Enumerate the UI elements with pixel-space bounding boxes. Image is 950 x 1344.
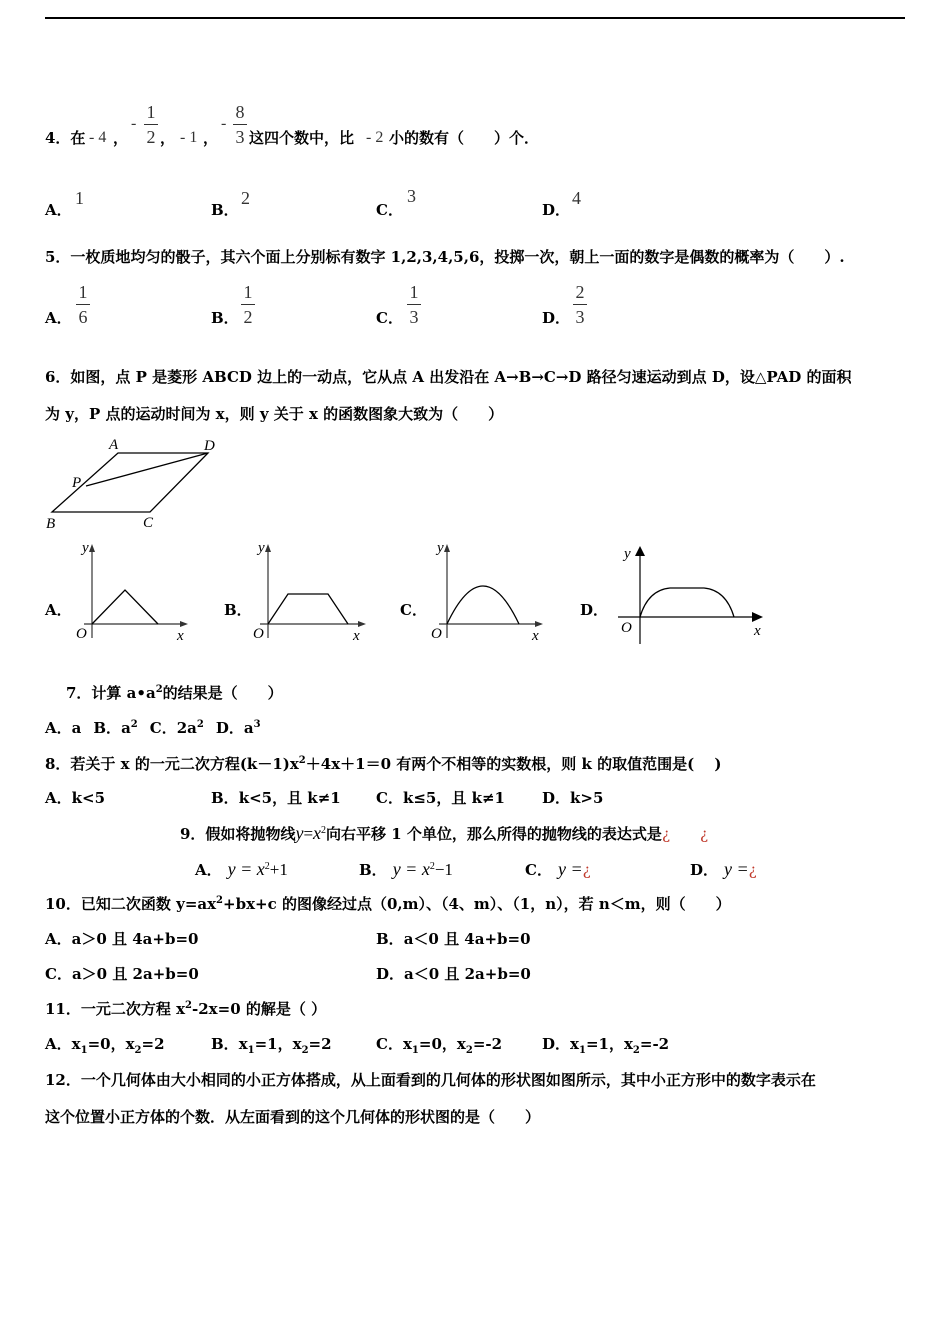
q6-option-a-label: A．: [45, 601, 72, 619]
superscript: 2: [216, 895, 224, 906]
subscript: 2: [632, 1045, 640, 1056]
q11-text-pre: 11．一元二次方程 x: [45, 1000, 186, 1018]
q6-graph-d: [608, 538, 768, 648]
q5-option-c-fraction: [407, 282, 421, 327]
q9-option-d-expr: y =: [724, 859, 749, 879]
q4-option-a-label: A．: [45, 201, 72, 219]
q6-line-1: 6．如图，点 P 是菱形 ABCD 边上的一动点，它从点 A 出发沿在 A→B→C→D 路径匀速运动到点 D，设△PAD 的面积: [45, 368, 852, 386]
origin-label: O: [76, 626, 87, 642]
q11-value: =-2: [472, 1035, 503, 1053]
q4-middle-text: 这四个数中，比: [249, 129, 355, 147]
q11-var: x: [125, 1035, 135, 1053]
q4-option-c-label: C．: [376, 201, 403, 219]
q12-line-2: 这个位置小正方体的个数．从左面看到的这个几何体的形状图的是（ ）: [45, 1108, 541, 1126]
q11-var: x: [71, 1035, 81, 1053]
q9-eq-x: x: [313, 823, 322, 843]
q11-var: x: [292, 1035, 302, 1053]
q11-var: x: [456, 1035, 466, 1053]
origin-label: O: [621, 620, 632, 636]
superscript: 2: [130, 719, 138, 730]
q5-option-a-label: A．: [45, 309, 72, 327]
q4-frac2-den: 3: [235, 127, 245, 147]
y-axis-label: y: [624, 546, 631, 562]
superscript: 2: [185, 1000, 193, 1011]
q11-var: x: [570, 1035, 579, 1053]
q4-neg4: - 4: [89, 129, 107, 146]
q8-option-d: [542, 788, 603, 808]
q8-option-c-value: k≤5，且 k≠1: [402, 789, 505, 807]
q9-option-b-expr: y = x: [392, 859, 430, 879]
q4-frac1-sign: -: [131, 115, 137, 132]
subscript: 2: [301, 1045, 309, 1056]
q10-option-b-label: B．: [376, 930, 404, 948]
fraction-bar: [144, 124, 158, 125]
q11-var: x: [238, 1035, 248, 1053]
q4-option-c-value: 3: [407, 186, 416, 206]
q10-option-a-value: a＞0 且 4a+b=0: [71, 930, 199, 948]
subscript: 1: [578, 1045, 586, 1056]
origin-label: O: [253, 626, 264, 642]
q11-value: =1，: [585, 1035, 624, 1053]
q4-option-a-value: 1: [75, 188, 84, 208]
q9-option-c-expr: y =: [557, 859, 583, 879]
y-axis-label: y: [437, 540, 444, 556]
rhombus-figure: [40, 434, 230, 534]
fraction-numerator: 2: [575, 282, 585, 302]
q10-option-d-value: a＜0 且 2a+b=0: [404, 965, 531, 983]
y-axis-arrow: [89, 544, 95, 552]
q9-eq-y: y: [295, 823, 304, 843]
q7-options: [45, 718, 261, 738]
q8-option-b: [211, 788, 341, 808]
point-label-p: P: [72, 475, 82, 491]
origin-label: O: [431, 626, 442, 642]
fraction-denominator: 2: [243, 307, 253, 327]
superscript: 2: [429, 861, 435, 872]
y-axis-label: y: [258, 540, 265, 556]
q11-option-c-label: C．: [376, 1035, 403, 1053]
q11-value: =-2: [639, 1035, 670, 1053]
q9-placeholder-glyph: ¿: [699, 825, 709, 843]
q11-var: x: [623, 1035, 633, 1053]
y-axis-arrow: [635, 546, 645, 556]
q5-option-d-label: D．: [542, 309, 571, 327]
fraction-bar: [233, 124, 247, 125]
q10-option-a-label: A．: [45, 930, 72, 948]
q8-option-c-label: C．: [376, 789, 403, 807]
q4-neg2: - 2: [366, 129, 384, 146]
q4-option-b-value: 2: [241, 188, 250, 208]
q7-text: [66, 683, 283, 703]
q4-frac1-den: 2: [146, 127, 156, 147]
fraction-denominator: 3: [409, 307, 419, 327]
q11-option-b-label: B．: [211, 1035, 239, 1053]
q6-graph-a: [70, 538, 195, 648]
q9-option-a: [195, 859, 288, 880]
graph-curve: [640, 588, 734, 617]
q8-option-a-label: A．: [45, 789, 72, 807]
point-label-d: D: [204, 438, 215, 454]
q7-text-pre: 7．计算 a•a: [66, 684, 156, 702]
q6-graph-c: [425, 538, 550, 648]
q8-option-b-value: k<5，且 k≠1: [238, 789, 341, 807]
q11-option-b: [211, 1034, 332, 1054]
q5-option-a-fraction: [76, 282, 90, 327]
fraction-bar: [407, 304, 421, 305]
q8-option-a: [45, 788, 105, 808]
superscript: 2: [264, 861, 270, 872]
q4-option-d-value: 4: [572, 188, 581, 208]
fraction-denominator: 6: [78, 307, 88, 327]
q9-option-c-label: C．: [525, 861, 552, 879]
fraction-bar: [573, 304, 587, 305]
q4-frac1-num: 1: [146, 102, 156, 122]
q6-option-b-label: B．: [224, 601, 252, 619]
q9-option-b: [359, 859, 453, 880]
q9-option-a-expr: y = x: [227, 859, 265, 879]
y-axis-arrow: [265, 544, 271, 552]
graph-curve: [92, 590, 158, 624]
q9-option-c-tail: ¿: [582, 861, 591, 879]
q9-eq-equals: =: [303, 824, 314, 843]
q11-value: =0，: [87, 1035, 126, 1053]
q5-option-b-fraction: [241, 282, 255, 327]
q9-option-a-label: A．: [195, 861, 222, 879]
superscript: 2: [321, 825, 327, 836]
q8-option-d-value: k>5: [570, 789, 604, 807]
q8-text-post: ＋4x＋1＝0 有两个不相等的实数根，则 k 的取值范围是( ): [305, 755, 722, 773]
superscript: 3: [253, 719, 261, 730]
q11-text-post: -2x=0 的解是（ ）: [192, 1000, 327, 1018]
q11-option-a-label: A．: [45, 1035, 72, 1053]
fraction-numerator: 1: [78, 282, 88, 302]
q7-option-b-value: a: [121, 719, 131, 737]
subscript: 2: [465, 1045, 473, 1056]
q7-option-d-value: a: [243, 719, 254, 737]
q11-text: [45, 999, 326, 1019]
point-label-a: A: [109, 437, 119, 453]
fraction-numerator: 1: [409, 282, 419, 302]
q4-neg1: - 1: [180, 129, 198, 146]
subscript: 1: [80, 1045, 88, 1056]
q10-option-c-value: a＞0 且 2a+b=0: [71, 965, 199, 983]
q9-text-post: 向右平移 1 个单位，那么所得的抛物线的表达式是: [326, 825, 662, 843]
q11-var: x: [402, 1035, 412, 1053]
q5-option-c-label: C．: [376, 309, 403, 327]
q10-option-c-label: C．: [45, 965, 72, 983]
superscript: 2: [196, 719, 204, 730]
q11-value: =2: [308, 1035, 332, 1053]
q4-option-d-label: D．: [542, 201, 571, 219]
y-axis-arrow: [444, 544, 450, 552]
q10-text-post: +bx+c 的图像经过点（0,m）、（4、m）、（1，n），若 n＜m，则（ ）: [223, 895, 731, 913]
q9-option-b-tail: −1: [434, 860, 453, 879]
q5-text: 5．一枚质地均匀的骰子，其六个面上分别标有数字 1,2,3,4,5,6，投掷一次，朝上一面的数字是偶数的概率为（ ）.: [45, 248, 845, 266]
q4-sep3: ，: [203, 129, 219, 147]
q10-option-c: [45, 964, 199, 984]
subscript: 2: [134, 1045, 142, 1056]
q4-frac2-sign: -: [221, 115, 227, 132]
q4-number: 4．在: [45, 129, 86, 147]
q7-option-c-value: 2a: [176, 719, 197, 737]
y-axis-label: y: [82, 540, 89, 556]
q9-option-d-tail: ¿: [748, 861, 757, 879]
x-axis-arrow: [752, 612, 763, 622]
q4-frac2: [233, 102, 247, 147]
q10-option-b-value: a＜0 且 4a+b=0: [403, 930, 531, 948]
q9-option-c: [525, 859, 591, 880]
q9-text: [180, 823, 708, 844]
q6-option-c-label: C．: [400, 601, 427, 619]
x-axis-arrow: [358, 621, 366, 627]
q10-option-a: [45, 929, 198, 949]
subscript: 1: [411, 1045, 419, 1056]
superscript: 2: [298, 755, 306, 766]
superscript: 2: [155, 684, 163, 695]
q4-frac1: [144, 102, 158, 147]
q9-text-pre: 9．假如将抛物线: [180, 825, 296, 843]
q8-option-c: [376, 788, 505, 808]
q6-line-2: 为 y，P 点的运动时间为 x，则 y 关于 x 的函数图象大致为（ ）: [45, 405, 504, 423]
q11-value: =0，: [418, 1035, 457, 1053]
q6-graph-b: [248, 538, 373, 648]
q4-sep1: ，: [113, 129, 129, 147]
q10-text: [45, 894, 731, 914]
q4-sep2: ，: [160, 129, 176, 147]
q10-option-d: [376, 964, 531, 984]
fraction-bar: [76, 304, 90, 305]
q7-text-post: 的结果是（ ）: [162, 684, 283, 702]
q11-value: =1，: [254, 1035, 293, 1053]
header-rule: [45, 17, 905, 19]
segment-pd: [86, 453, 208, 486]
q9-option-d-label: D．: [690, 861, 719, 879]
q8-option-b-label: B．: [211, 789, 239, 807]
q4-end-text: 小的数有（ ）个．: [389, 129, 540, 147]
q10-text-pre: 10．已知二次函数 y=ax: [45, 895, 217, 913]
q9-option-b-label: B．: [359, 861, 387, 879]
q7-option-b-label: B．: [93, 719, 122, 737]
fraction-denominator: 3: [575, 307, 585, 327]
subscript: 1: [247, 1045, 255, 1056]
q11-option-d-label: D．: [542, 1035, 571, 1053]
q9-placeholder-glyph: ¿: [661, 825, 670, 843]
x-axis-label: x: [754, 623, 761, 639]
q4-option-b-label: B．: [211, 201, 239, 219]
q5-option-d-fraction: [573, 282, 587, 327]
q7-option-a-value: a: [71, 719, 82, 737]
q8-option-a-value: k<5: [71, 789, 106, 807]
q8-text: [45, 754, 722, 774]
q12-line-1: 12．一个几何体由大小相同的小正方体搭成，从上面看到的几何体的形状图如图所示，其中小正方形中的数字表示在: [45, 1071, 816, 1089]
q9-option-a-tail: +1: [269, 860, 288, 879]
x-axis-label: x: [353, 628, 360, 644]
q11-option-a: [45, 1034, 165, 1054]
x-axis-arrow: [180, 621, 188, 627]
x-axis-arrow: [535, 621, 543, 627]
q7-option-d-label: D．: [215, 719, 244, 737]
q4-frac2-num: 8: [235, 102, 245, 122]
q9-option-d: [690, 859, 757, 880]
x-axis-label: x: [532, 628, 539, 644]
q10-option-b: [376, 929, 531, 949]
q8-text-pre: 8．若关于 x 的一元二次方程(k－1)x: [45, 755, 299, 773]
point-label-c: C: [143, 515, 154, 531]
q11-option-c: [376, 1034, 502, 1054]
x-axis-label: x: [177, 628, 184, 644]
q7-option-a-label: A．: [45, 719, 72, 737]
q8-option-d-label: D．: [542, 789, 571, 807]
graph-curve: [268, 594, 348, 624]
graph-curve: [447, 586, 519, 624]
q5-option-b-label: B．: [211, 309, 239, 327]
q6-option-d-label: D．: [580, 601, 609, 619]
q10-option-d-label: D．: [376, 965, 405, 983]
point-label-b: B: [46, 516, 56, 532]
fraction-numerator: 1: [243, 282, 253, 302]
q7-option-c-label: C．: [149, 719, 177, 737]
q11-option-d: [542, 1034, 669, 1054]
fraction-bar: [241, 304, 255, 305]
q11-value: =2: [141, 1035, 165, 1053]
